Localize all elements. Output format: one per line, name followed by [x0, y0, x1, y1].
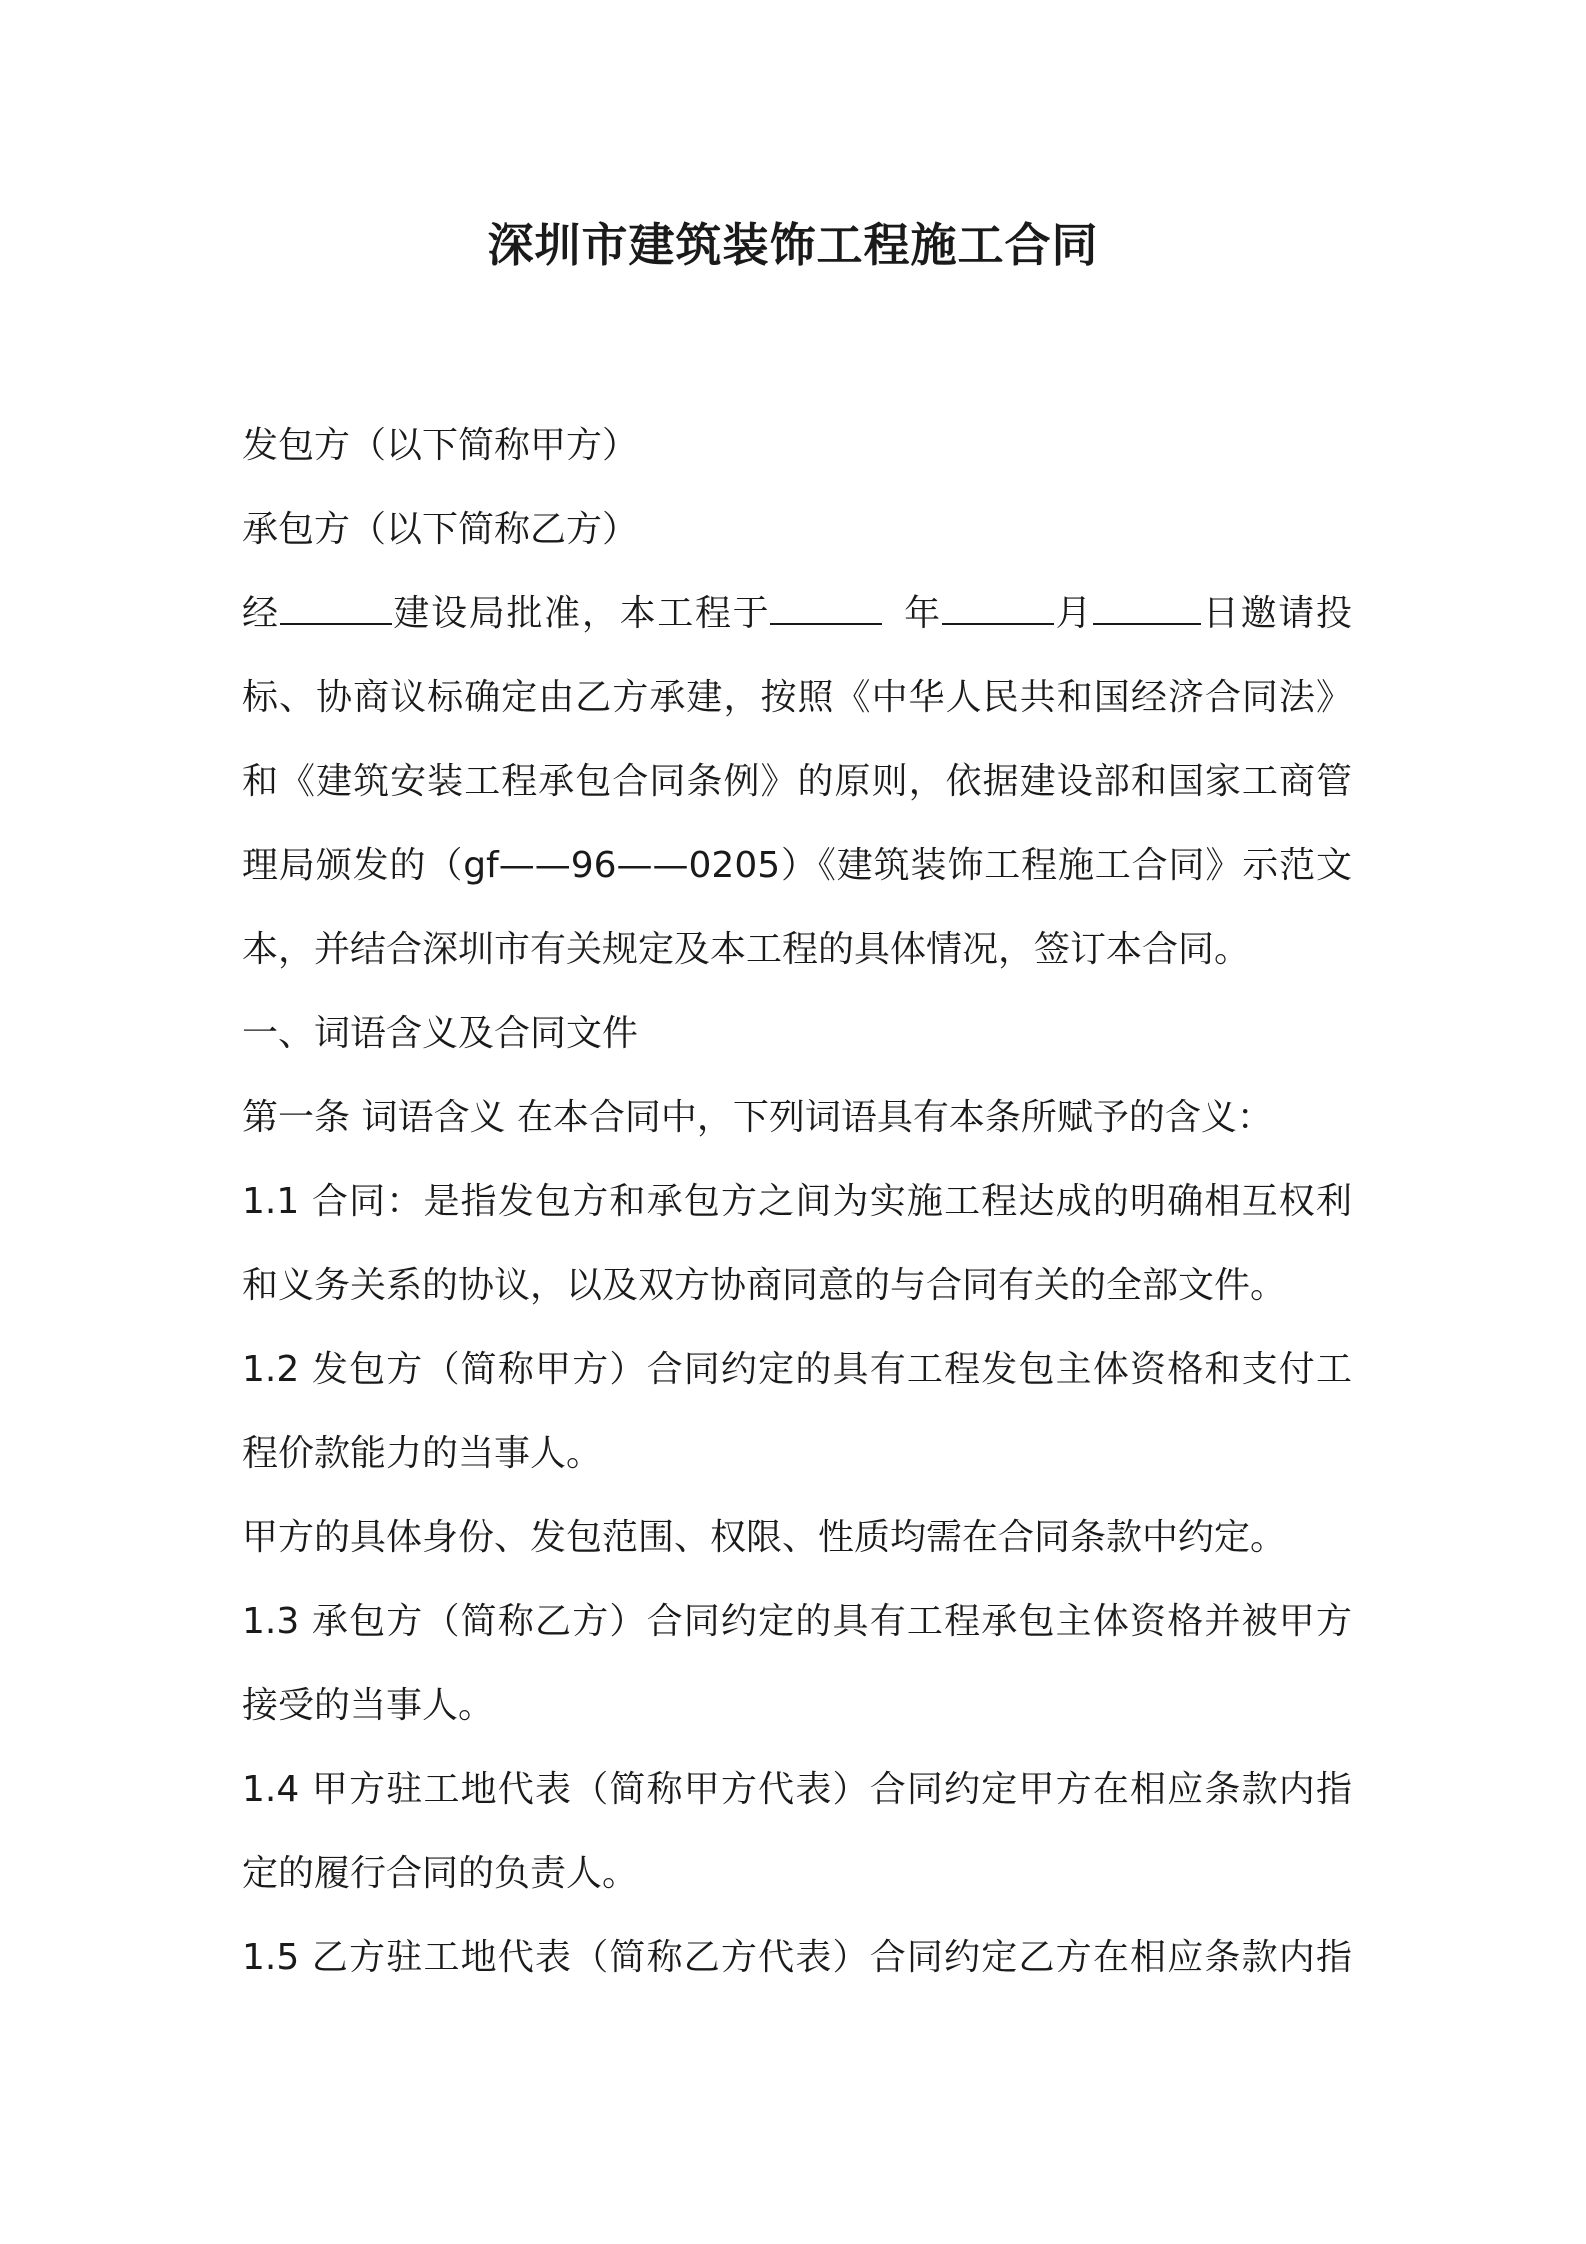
- section-heading: 一、词语含义及合同文件: [242, 1013, 639, 1054]
- clause-1-3-line-2: 接受的当事人。: [242, 1685, 495, 1726]
- clause-1-4-line-1: 1.4 甲方驻工地代表（简称甲方代表）合同约定甲方在相应条款内指: [242, 1769, 1352, 1810]
- clause-1-3-line-1: 1.3 承包方（简称乙方）合同约定的具有工程承包主体资格并被甲方: [242, 1601, 1352, 1642]
- clause-1-2-line-2: 程价款能力的当事人。: [242, 1433, 603, 1474]
- intro-text: 建设局批准，本工程于: [391, 593, 771, 634]
- clause-1-4-line-2: 定的履行合同的负责人。: [242, 1853, 639, 1894]
- clause-1-1-line-2: 和义务关系的协议，以及双方协商同意的与合同有关的全部文件。: [242, 1265, 1287, 1306]
- intro-line-2: 标、协商议标确定由乙方承建，按照《中华人民共和国经济合同法》: [242, 677, 1352, 718]
- intro-line-1: [242, 572, 1352, 656]
- intro-text: 月: [1053, 593, 1094, 634]
- intro-text: 日邀请投: [1201, 593, 1352, 634]
- day-blank[interactable]: [1093, 583, 1201, 625]
- clause-1-1-line-1: 1.1 合同：是指发包方和承包方之间为实施工程达成的明确相互权利: [242, 1181, 1352, 1222]
- party-b-line: 承包方（以下简称乙方）: [242, 509, 639, 550]
- clause-1-2-extra: 甲方的具体身份、发包范围、权限、性质均需在合同条款中约定。: [242, 1517, 1287, 1558]
- intro-text: 年: [902, 593, 942, 634]
- document-body: [242, 404, 1352, 2000]
- article-1-line: 第一条 词语含义 在本合同中，下列词语具有本条所赋予的含义：: [242, 1097, 1273, 1138]
- month-blank[interactable]: [942, 583, 1054, 625]
- year-blank[interactable]: [770, 583, 882, 625]
- approval-authority-blank[interactable]: [280, 583, 392, 625]
- intro-text: 经: [242, 593, 280, 634]
- document-title: 深圳市建筑装饰工程施工合同: [487, 218, 1099, 272]
- party-a-line: 发包方（以下简称甲方）: [242, 425, 639, 466]
- intro-line-4: 理局颁发的（gf——96——0205）《建筑装饰工程施工合同》示范文: [242, 845, 1352, 886]
- intro-line-3: 和《建筑安装工程承包合同条例》的原则，依据建设部和国家工商管: [242, 761, 1352, 802]
- intro-line-5: 本，并结合深圳市有关规定及本工程的具体情况，签订本合同。: [242, 929, 1251, 970]
- clause-1-2-line-1: 1.2 发包方（简称甲方）合同约定的具有工程发包主体资格和支付工: [242, 1349, 1352, 1390]
- clause-1-5-line-1: 1.5 乙方驻工地代表（简称乙方代表）合同约定乙方在相应条款内指: [242, 1937, 1352, 1978]
